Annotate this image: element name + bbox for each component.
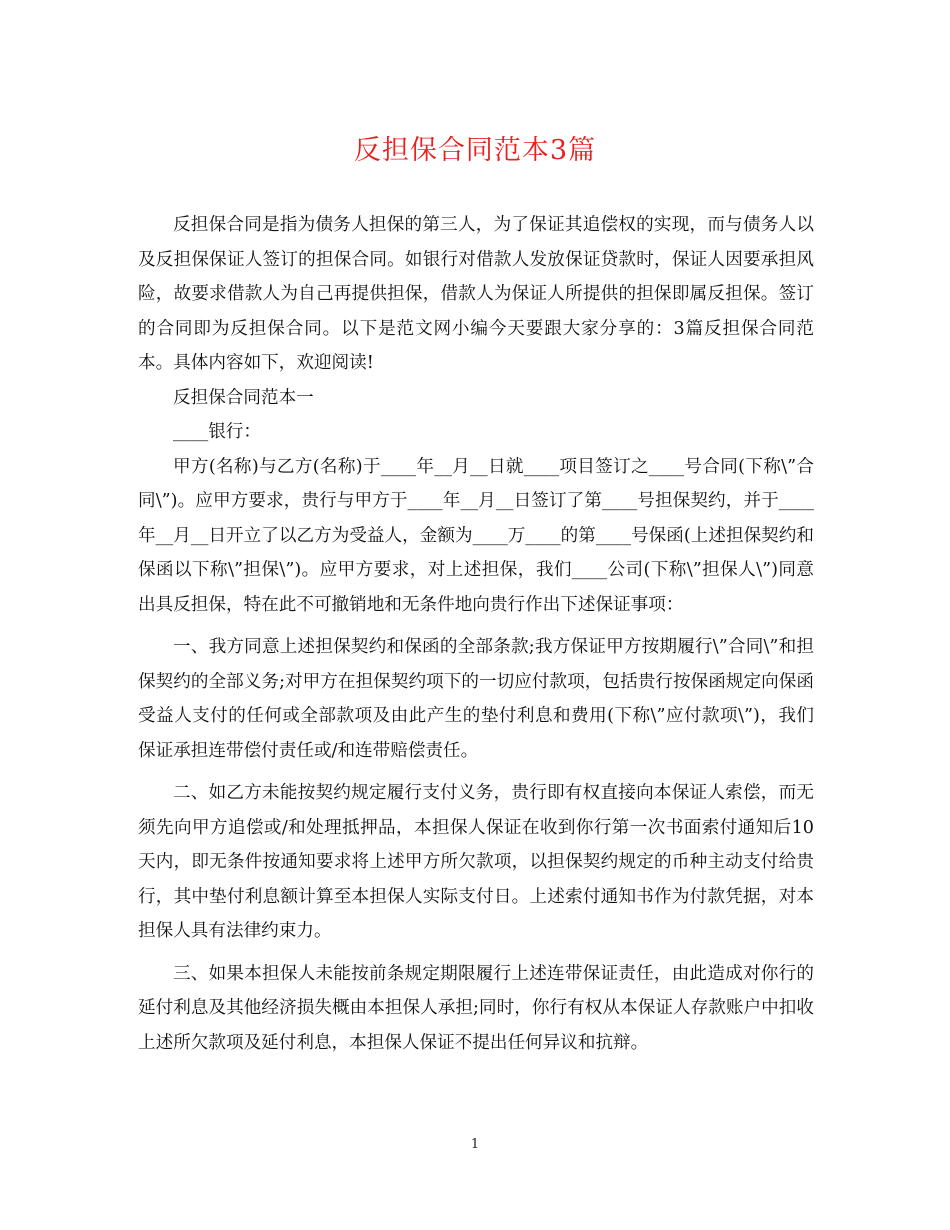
intro-paragraph: 反担保合同是指为债务人担保的第三人，为了保证其追偿权的实现，而与债务人以及反担保保证人签订的担保合同。如银行对借款人发放保证贷款时，保证人因要承担风险，故要求借款人为自己再提供担保，借款人为保证人所提供的担保即属反担保。签订的合同即为反担保合同。以下是范文网小编今天要跟大家分享的：3篇反担保合同范本。具体内容如下，欢迎阅读!: [138, 215, 814, 373]
section-heading: 反担保合同范本一: [173, 387, 314, 408]
addressee-line: ____银行：: [173, 422, 261, 442]
clause-paragraph: 一、我方同意上述担保契约和保函的全部条款;我方保证甲方按期履行\”合同\”和担保契约的全部义务;对甲方在担保契约项下的一切应付款项，包括贵行按保函规定向保函受益人支付的任何或全部款项及由此产生的垫付利息和费用(下称\”应付款项\”)，我们保证承担连带偿付责任或/和连带赔偿责任。: [138, 637, 814, 761]
document-title: 反担保合同范本3篇: [353, 135, 597, 166]
document-body: [138, 208, 814, 1060]
clause-paragraph: 甲方(名称)与乙方(名称)于____年__月__日就____项目签订之____号合同(下称\”合同\”)。应甲方要求，贵行与甲方于____年__月__日签订了第____号担保契约，并于____年__月__日开立了以乙方为受益人，金额为____万____的第____号保函(上述担保契约和保函以下称\”担保\”)。应甲方要求，对上述担保，我们____公司(下称\”担保人\”)同意出具反担保，特在此不可撤销地和无条件地向贵行作出下述保证事项：: [138, 456, 814, 615]
clause-paragraph: 三、如果本担保人未能按前条规定期限履行上述连带保证责任，由此造成对你行的延付利息及其他经济损失概由本担保人承担;同时，你行有权从本保证人存款账户中扣收上述所欠款项及延付利息，本担保人保证不提出任何异议和抗辩。: [138, 963, 814, 1053]
page-number: 1: [470, 1137, 480, 1152]
clause-paragraph: 二、如乙方未能按契约规定履行支付义务，贵行即有权直接向本保证人索偿，而无须先向甲方追偿或/和处理抵押品，本担保人保证在收到你行第一次书面索付通知后10天内，即无条件按通知要求将上述甲方所欠款项，以担保契约规定的币种主动支付给贵行，其中垫付利息额计算至本担保人实际支付日。上述索付通知书作为付款凭据，对本担保人具有法律约束力。: [138, 783, 814, 941]
